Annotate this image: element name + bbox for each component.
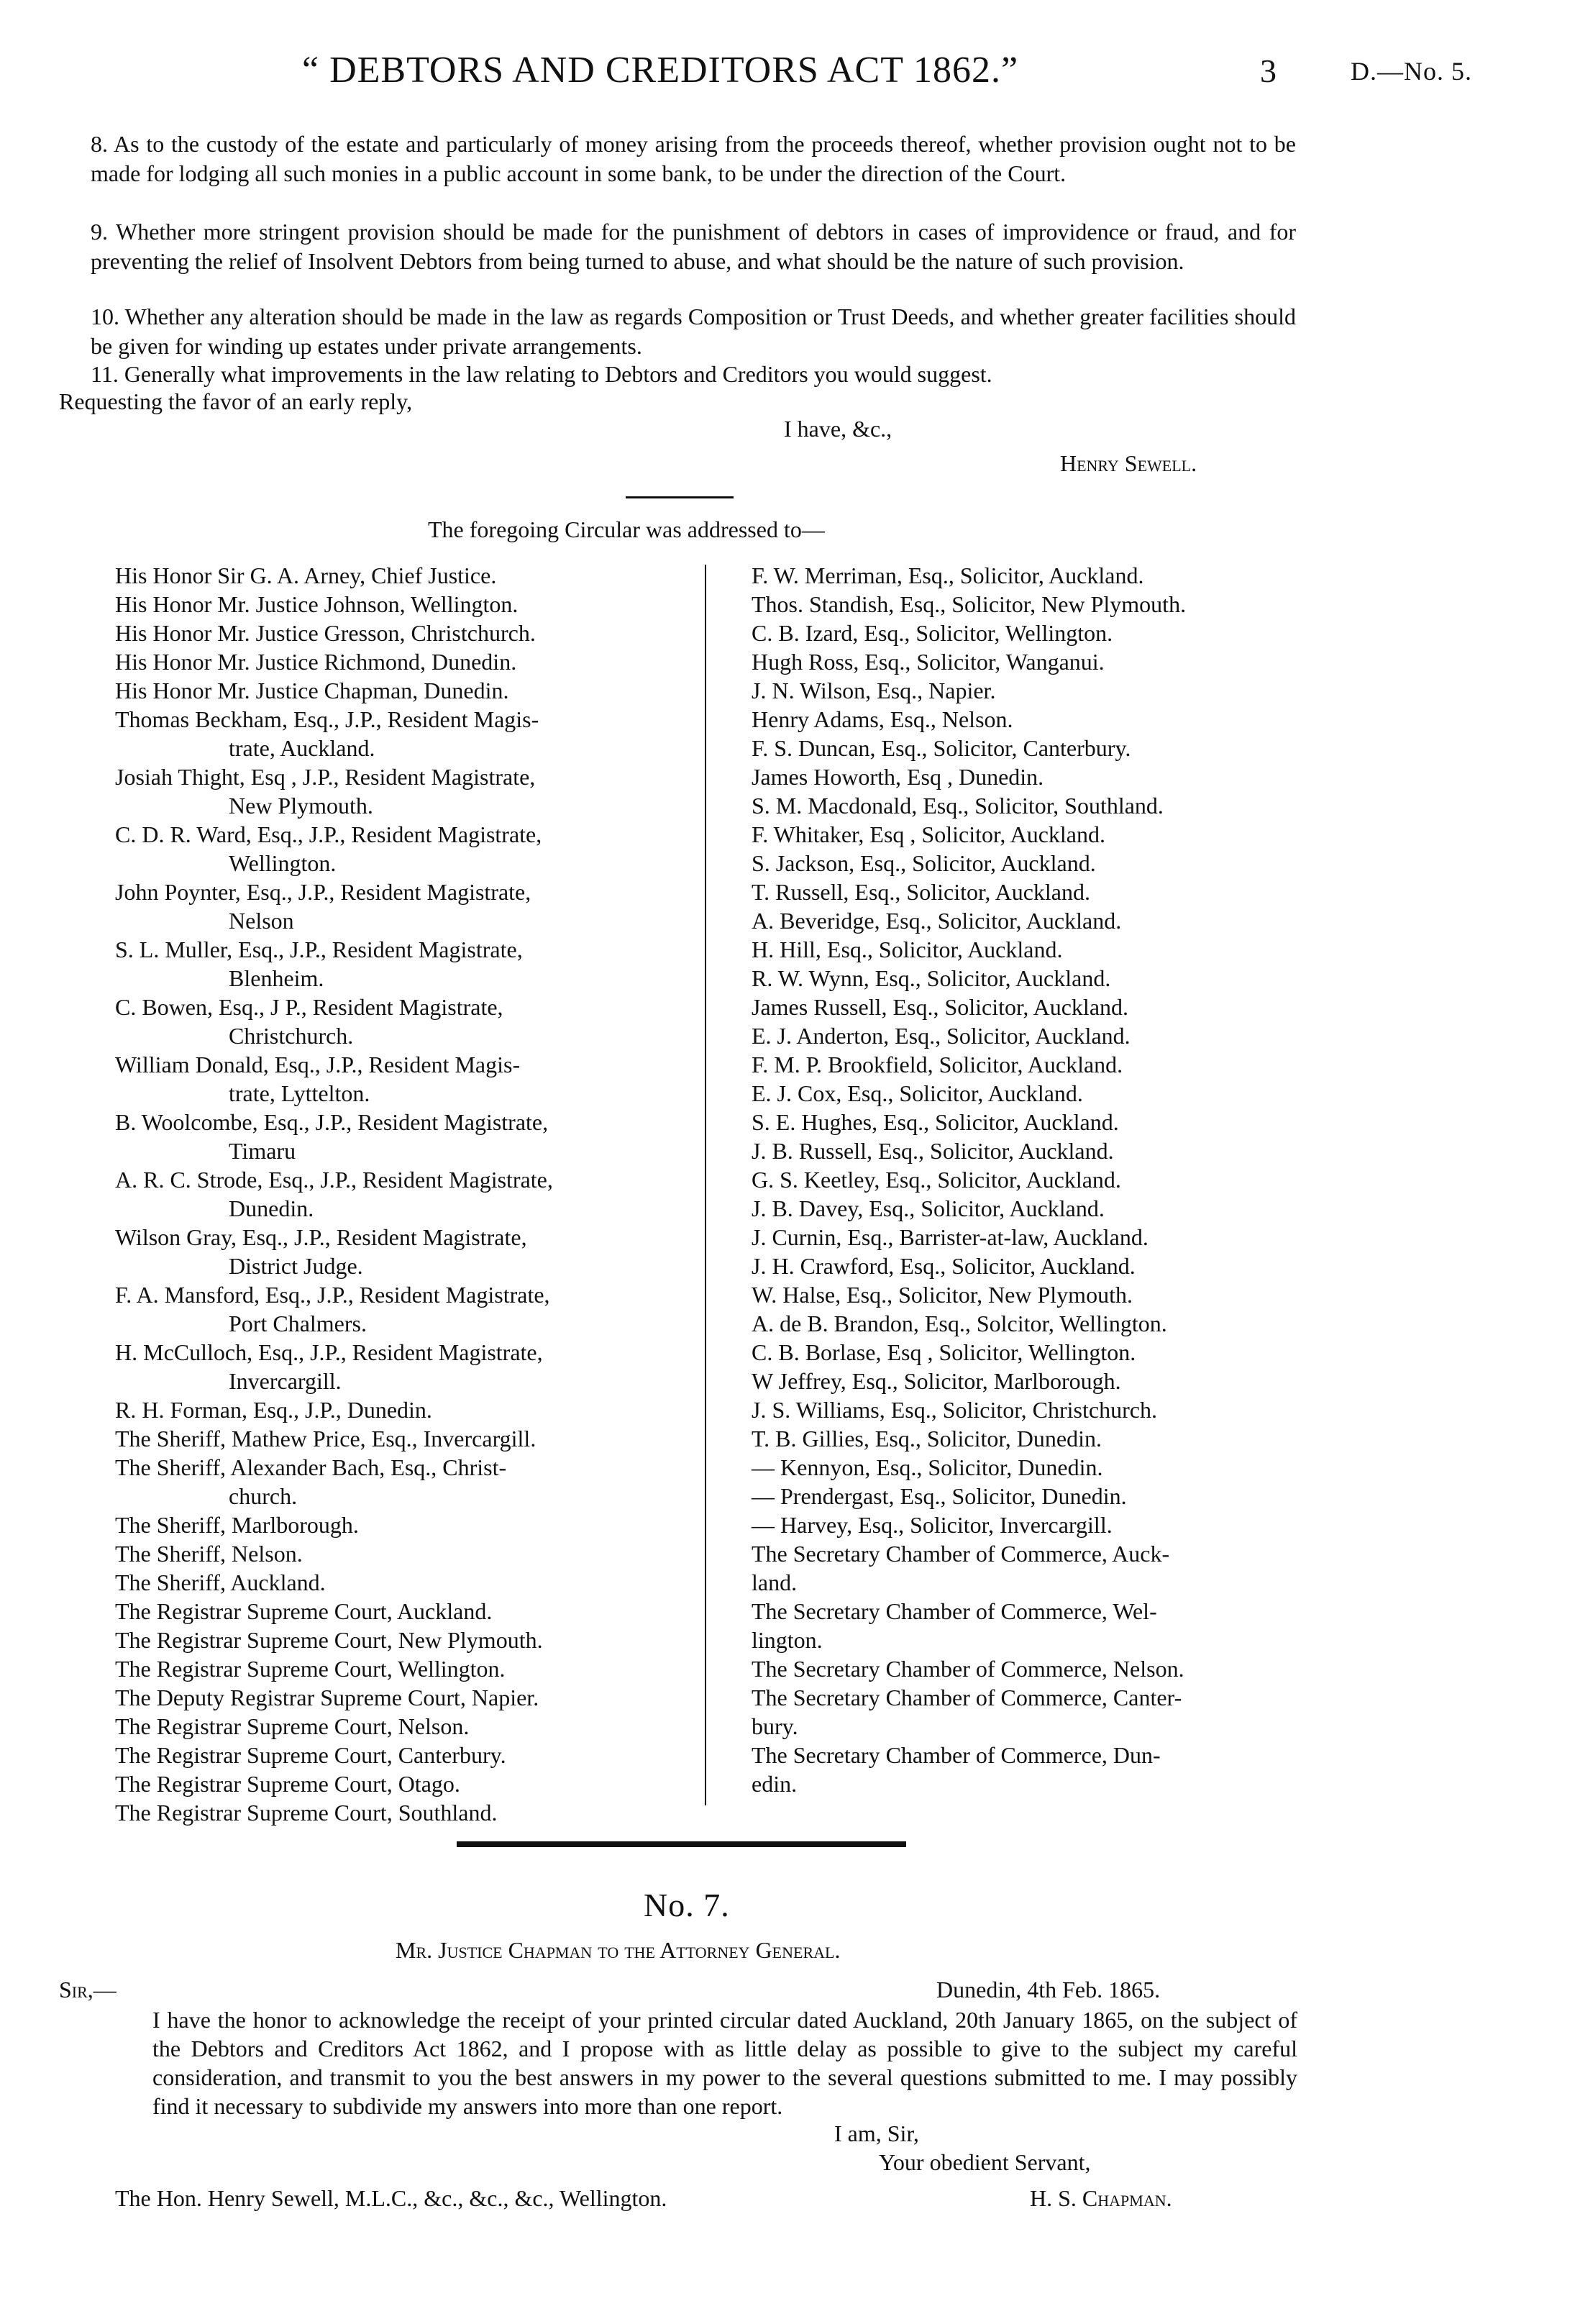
left-entry: S. L. Muller, Esq., J.P., Resident Magistrate, <box>115 937 523 962</box>
left-entry-continuation: Wellington. <box>229 850 337 876</box>
right-entry-continuation: edin. <box>752 1771 798 1797</box>
left-entry: The Registrar Supreme Court, Wellington. <box>115 1656 506 1682</box>
right-entry: S. M. Macdonald, Esq., Solicitor, Southland. <box>752 793 1164 819</box>
question-11 <box>59 360 1296 389</box>
left-entry: The Registrar Supreme Court, New Plymouth. <box>115 1627 543 1653</box>
right-entry: A. de B. Brandon, Esq., Solcitor, Wellington. <box>752 1311 1167 1336</box>
document-reference: D.—No. 5. <box>1351 57 1472 86</box>
right-entry: C. B. Borlase, Esq , Solicitor, Wellington. <box>752 1339 1136 1365</box>
question-11-text: 11. Generally what improvements in the law relating to Debtors and Creditors you would suggest. <box>91 361 992 387</box>
left-entry: The Sheriff, Alexander Bach, Esq., Christ- <box>115 1454 507 1480</box>
right-entry: — Kennyon, Esq., Solicitor, Dunedin. <box>752 1454 1103 1480</box>
right-entry: J. B. Russell, Esq., Solicitor, Auckland. <box>752 1138 1114 1164</box>
letter-heading: Mr. Justice Chapman to the Attorney General. <box>396 1937 841 1963</box>
letter-servant: Your obedient Servant, <box>879 2149 1091 2175</box>
left-entry: The Registrar Supreme Court, Southland. <box>115 1800 498 1826</box>
left-entry: Thomas Beckham, Esq., J.P., Resident Magis- <box>115 706 539 732</box>
column-divider <box>705 565 706 1805</box>
left-entry-continuation: District Judge. <box>229 1253 363 1279</box>
left-entry: The Sheriff, Mathew Price, Esq., Invercargill. <box>115 1426 536 1452</box>
left-entry-continuation: Timaru <box>229 1138 296 1164</box>
letter-signature: H. S. Chapman. <box>1030 2185 1172 2211</box>
right-entry: James Russell, Esq., Solicitor, Auckland. <box>752 994 1129 1020</box>
left-entry: His Honor Sir G. A. Arney, Chief Justice. <box>115 562 497 588</box>
right-entry: A. Beveridge, Esq., Solicitor, Auckland. <box>752 908 1122 934</box>
right-entry: — Harvey, Esq., Solicitor, Invercargill. <box>752 1512 1113 1538</box>
left-entry: The Sheriff, Nelson. <box>115 1541 303 1567</box>
left-entry: The Registrar Supreme Court, Auckland. <box>115 1598 493 1624</box>
letter-place-date: Dunedin, 4th Feb. 1865. <box>936 1977 1161 2002</box>
left-entry-continuation: Blenheim. <box>229 965 324 991</box>
left-entry: The Sheriff, Auckland. <box>115 1569 326 1595</box>
letter-addressee: The Hon. Henry Sewell, M.L.C., &c., &c., &c., Wellington. <box>115 2185 667 2211</box>
left-entry-continuation: Port Chalmers. <box>229 1311 367 1336</box>
right-entry: H. Hill, Esq., Solicitor, Auckland. <box>752 937 1063 962</box>
question-9-text: 9. Whether more stringent provision should be made for the punishment of debtors in cases of improvidence or fraud, and for preventing the relief of Insolvent Debtors from being turned to abuse, and what should be the nature of such provision. <box>91 219 1296 274</box>
right-entry: Thos. Standish, Esq., Solicitor, New Plymouth. <box>752 591 1187 617</box>
right-entry: J. N. Wilson, Esq., Napier. <box>752 678 996 703</box>
question-8 <box>59 129 1296 188</box>
question-10 <box>59 302 1296 361</box>
right-entry: F. W. Merriman, Esq., Solicitor, Auckland. <box>752 562 1144 588</box>
left-entry-continuation: Christchurch. <box>229 1023 354 1049</box>
right-entry: Henry Adams, Esq., Nelson. <box>752 706 1013 732</box>
letter-salutation: Sir,— <box>59 1977 117 2002</box>
left-entry-continuation: Dunedin. <box>229 1195 314 1221</box>
left-entry: His Honor Mr. Justice Gresson, Christchurch. <box>115 620 536 646</box>
left-entry: C. D. R. Ward, Esq., J.P., Resident Magistrate, <box>115 821 542 847</box>
left-entry: His Honor Mr. Justice Johnson, Wellington. <box>115 591 519 617</box>
right-entry: The Secretary Chamber of Commerce, Canter- <box>752 1685 1182 1710</box>
left-entry: Wilson Gray, Esq., J.P., Resident Magistrate, <box>115 1224 527 1250</box>
left-entry: H. McCulloch, Esq., J.P., Resident Magistrate, <box>115 1339 543 1365</box>
left-entry: F. A. Mansford, Esq., J.P., Resident Magistrate, <box>115 1282 550 1308</box>
right-entry: J. H. Crawford, Esq., Solicitor, Auckland. <box>752 1253 1136 1279</box>
left-entry: A. R. C. Strode, Esq., J.P., Resident Magistrate, <box>115 1167 553 1193</box>
closing-i-have: I have, &c., <box>784 416 892 442</box>
question-8-text: 8. As to the custody of the estate and particularly of money arising from the proceeds thereof, whether provision ought not to be made for lodging all such monies in a public account in some bank, to be under the direction of the Court. <box>91 131 1296 186</box>
left-entry: William Donald, Esq., J.P., Resident Magis- <box>115 1052 521 1077</box>
left-entry-continuation: trate, Lyttelton. <box>229 1080 370 1106</box>
right-entry: R. W. Wynn, Esq., Solicitor, Auckland. <box>752 965 1111 991</box>
right-entry: — Prendergast, Esq., Solicitor, Dunedin. <box>752 1483 1127 1509</box>
right-entry: E. J. Anderton, Esq., Solicitor, Auckland. <box>752 1023 1131 1049</box>
question-10-text: 10. Whether any alteration should be made in the law as regards Composition or Trust Deeds, and whether greater facilities should be given for winding up estates under private arrangements. <box>91 304 1296 359</box>
right-entry: T. B. Gillies, Esq., Solicitor, Dunedin. <box>752 1426 1102 1452</box>
left-entry: The Registrar Supreme Court, Otago. <box>115 1771 460 1797</box>
right-entry: Hugh Ross, Esq., Solicitor, Wanganui. <box>752 649 1105 675</box>
right-entry: J. S. Williams, Esq., Solicitor, Christchurch. <box>752 1397 1157 1423</box>
right-entry: W Jeffrey, Esq., Solicitor, Marlborough. <box>752 1368 1121 1394</box>
right-entry: S. E. Hughes, Esq., Solicitor, Auckland. <box>752 1109 1119 1135</box>
section-divider <box>626 496 734 498</box>
question-9 <box>59 217 1296 276</box>
left-entry-continuation: trate, Auckland. <box>229 735 375 761</box>
right-entry: J. B. Davey, Esq., Solicitor, Auckland. <box>752 1195 1105 1221</box>
right-entry: F. M. P. Brookfield, Solicitor, Auckland. <box>752 1052 1123 1077</box>
right-entry: J. Curnin, Esq., Barrister-at-law, Auckland. <box>752 1224 1149 1250</box>
left-entry-continuation: Invercargill. <box>229 1368 342 1394</box>
right-entry: E. J. Cox, Esq., Solicitor, Auckland. <box>752 1080 1083 1106</box>
right-entry: C. B. Izard, Esq., Solicitor, Wellington. <box>752 620 1113 646</box>
right-entry: The Secretary Chamber of Commerce, Nelson. <box>752 1656 1184 1682</box>
left-entry: R. H. Forman, Esq., J.P., Dunedin. <box>115 1397 432 1423</box>
right-entry: F. S. Duncan, Esq., Solicitor, Canterbury. <box>752 735 1131 761</box>
right-entry: The Secretary Chamber of Commerce, Auck- <box>752 1541 1170 1567</box>
left-entry: Josiah Thight, Esq , J.P., Resident Magistrate, <box>115 764 536 790</box>
page-header-title: “ DEBTORS AND CREDITORS ACT 1862.” <box>302 50 1019 91</box>
left-entry: The Registrar Supreme Court, Canterbury. <box>115 1742 506 1768</box>
left-entry: The Registrar Supreme Court, Nelson. <box>115 1713 470 1739</box>
right-entry: The Secretary Chamber of Commerce, Wel- <box>752 1598 1157 1624</box>
right-entry: S. Jackson, Esq., Solicitor, Auckland. <box>752 850 1096 876</box>
right-entry: G. S. Keetley, Esq., Solicitor, Auckland. <box>752 1167 1121 1193</box>
left-entry: John Poynter, Esq., J.P., Resident Magistrate, <box>115 879 531 905</box>
left-entry: The Deputy Registrar Supreme Court, Napier. <box>115 1685 539 1710</box>
letter-body <box>59 2005 1297 2120</box>
right-entry: F. Whitaker, Esq , Solicitor, Auckland. <box>752 821 1105 847</box>
left-entry-continuation: New Plymouth. <box>229 793 373 819</box>
right-entry: T. Russell, Esq., Solicitor, Auckland. <box>752 879 1090 905</box>
letter-number: No. 7. <box>644 1887 730 1923</box>
closing-signature: Henry Sewell. <box>1060 450 1197 476</box>
letter-body-text: I have the honor to acknowledge the receipt of your printed circular dated Auckland, 20th January 1865, on the subject of the Debtors and Creditors Act 1862, and I propose with as little delay as possible to give to the subject my careful consideration, and transmit to you the best answers in my power to the several questions submitted to me. I may possibly find it necessary to subdivide my answers into more than one report. <box>152 2007 1297 2119</box>
left-entry: His Honor Mr. Justice Richmond, Dunedin. <box>115 649 517 675</box>
recipients-left-column <box>115 561 553 1827</box>
right-entry: The Secretary Chamber of Commerce, Dun- <box>752 1742 1161 1768</box>
left-entry: C. Bowen, Esq., J P., Resident Magistrate, <box>115 994 503 1020</box>
right-entry-continuation: bury. <box>752 1713 798 1739</box>
heavy-rule <box>457 1841 906 1847</box>
right-entry-continuation: land. <box>752 1569 798 1595</box>
circular-heading: The foregoing Circular was addressed to— <box>428 516 825 542</box>
letter-i-am: I am, Sir, <box>834 2120 919 2146</box>
right-entry: W. Halse, Esq., Solicitor, New Plymouth. <box>752 1282 1133 1308</box>
left-entry-continuation: Nelson <box>229 908 294 934</box>
left-entry-continuation: church. <box>229 1483 298 1509</box>
left-entry: B. Woolcombe, Esq., J.P., Resident Magistrate, <box>115 1109 549 1135</box>
page-number: 3 <box>1260 53 1277 89</box>
left-entry: His Honor Mr. Justice Chapman, Dunedin. <box>115 678 509 703</box>
recipients-right-column <box>752 561 1186 1798</box>
right-entry-continuation: lington. <box>752 1627 823 1653</box>
closing-request: Requesting the favor of an early reply, <box>59 388 413 414</box>
right-entry: James Howorth, Esq , Dunedin. <box>752 764 1044 790</box>
left-entry: The Sheriff, Marlborough. <box>115 1512 359 1538</box>
